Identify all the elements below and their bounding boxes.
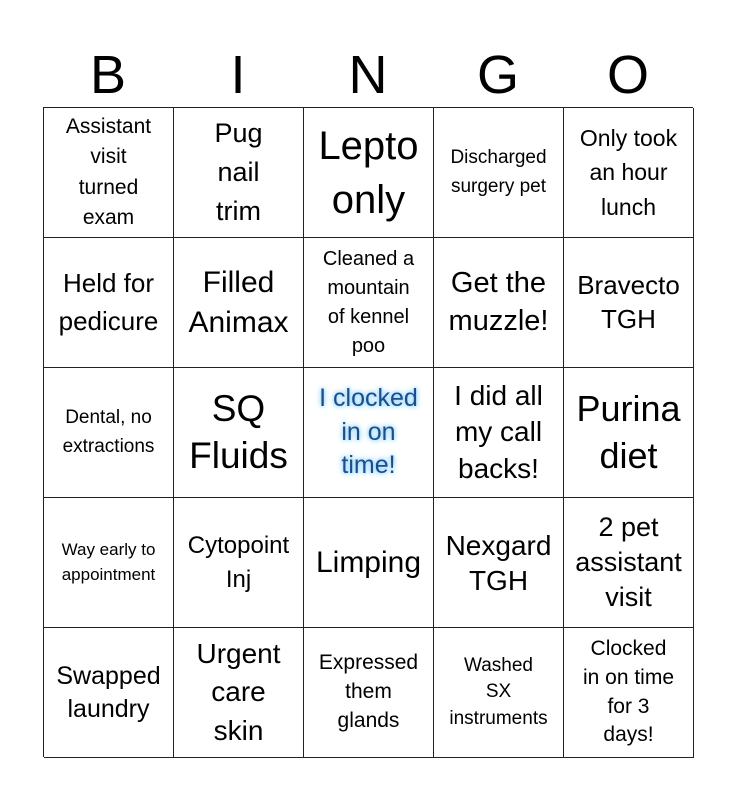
bingo-cell-5-2[interactable] [174,628,304,758]
cell-text: Discharged surgery pet [450,147,547,197]
cell-text: 2 pet assistant visit [575,511,682,613]
cell-text: Purina diet [576,387,681,476]
bingo-cell-2-2[interactable] [174,238,304,368]
cell-text: Expressed them glands [318,651,419,732]
cell-text: Only took an hour lunch [579,124,678,220]
cell-text: I did all my call backs! [454,379,543,484]
bingo-header [43,44,693,106]
bingo-cell-2-5[interactable] [564,238,694,368]
bingo-cell-5-1[interactable] [44,628,174,758]
bingo-cell-4-2[interactable] [174,498,304,628]
bingo-cell-2-4[interactable] [434,238,564,368]
bingo-cell-3-4[interactable] [434,368,564,498]
cell-text: Cytopoint Inj [187,531,290,593]
header-letter-i: I [230,45,246,105]
bingo-cell-1-5[interactable] [564,108,694,238]
bingo-cell-3-1[interactable] [44,368,174,498]
cell-text: SQ Fluids [189,388,288,476]
cell-text: Cleaned a mountain of kennel poo [322,247,415,357]
cell-text: Get the muzzle! [448,266,549,337]
header-letter-o: O [606,45,649,105]
bingo-cell-4-3[interactable] [304,498,434,628]
cell-text: Dental, no extractions [62,407,155,457]
header-letter-g: G [476,45,519,105]
bingo-card-grid [43,107,693,757]
bingo-cell-5-4[interactable] [434,628,564,758]
header-letter-b: B [89,45,127,105]
bingo-cell-5-5[interactable] [564,628,694,758]
cell-text: Way early to appointment [61,539,156,584]
bingo-cell-1-3[interactable] [304,108,434,238]
cell-text: Urgent care skin [196,637,281,746]
cell-text: Bravecto TGH [577,269,680,334]
cell-text: Lepto only [318,123,419,222]
cell-text: Washed SX instruments [449,654,548,729]
header-letter-n: N [348,45,388,105]
bingo-cell-2-1[interactable] [44,238,174,368]
bingo-cell-1-2[interactable] [174,108,304,238]
bingo-cell-3-5[interactable] [564,368,694,498]
cell-text: Limping [315,545,422,579]
cell-text: Pug nail trim [214,117,263,227]
bingo-cell-3-2[interactable] [174,368,304,498]
bingo-cell-4-1[interactable] [44,498,174,628]
bingo-cell-free-space[interactable] [304,368,434,498]
bingo-cell-4-4[interactable] [434,498,564,628]
bingo-cell-2-3[interactable] [304,238,434,368]
cell-text: Held for pedicure [58,267,159,336]
cell-text: Filled Animax [188,265,289,339]
bingo-cell-1-1[interactable] [44,108,174,238]
cell-text: Swapped laundry [56,661,161,723]
bingo-cell-1-4[interactable] [434,108,564,238]
cell-text: Assistant visit turned exam [65,114,152,229]
cell-text: Clocked in on time for 3 days! [582,636,675,747]
cell-text: I clocked in on time! [319,383,418,480]
bingo-cell-5-3[interactable] [304,628,434,758]
bingo-cell-4-5[interactable] [564,498,694,628]
cell-text: Nexgard TGH [445,529,552,596]
